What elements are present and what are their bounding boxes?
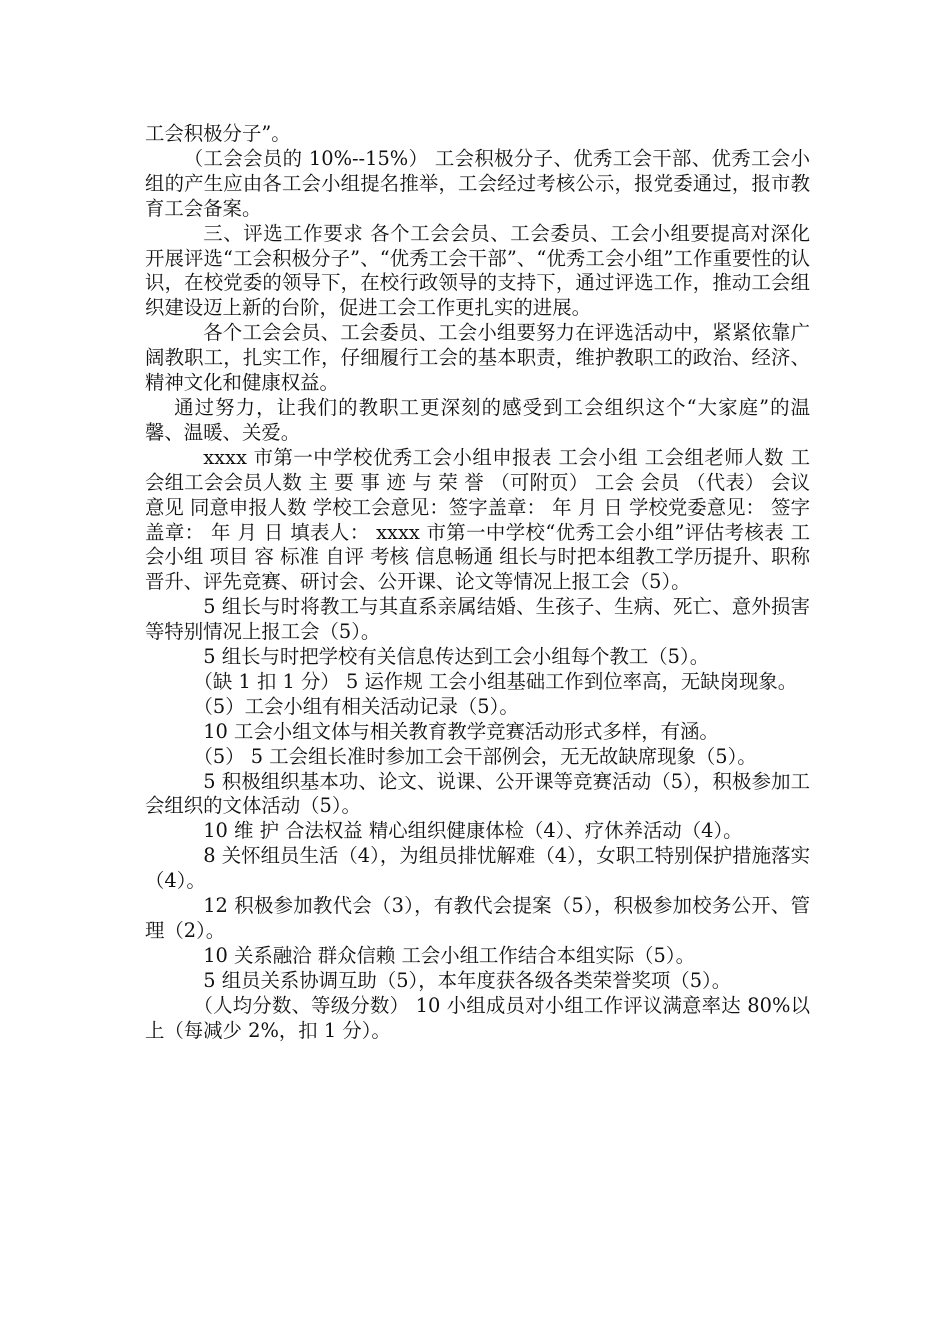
paragraph-9: （缺 1 扣 1 分） 5 运作规 工会小组基础工作到位率高，无缺岗现象。 [193, 669, 798, 693]
paragraph-8: 5 组长与时把学校有关信息传达到工会小组每个教工（5）。 [203, 645, 710, 669]
paragraph-11: 10 工会小组文体与相关教育教学竞赛活动形式多样，有涵。 [203, 719, 719, 743]
paragraph-2: （工会会员的 10%--15%） 工会积极分子、优秀工会干部、优秀工会小组的产生应由各工会小组提名推举，工会经过考核公示，报党委通过，报市教育工会备案。 [145, 146, 810, 220]
paragraph-17: 10 关系融洽 群众信赖 工会小组工作结合本组实际（5）。 [203, 943, 695, 967]
paragraph-13: 5 积极组织基本功、论文、说课、公开课等竞赛活动（5），积极参加工会组织的文体活动（5）。 [145, 769, 810, 818]
paragraph-15: 8 关怀组员生活（4），为组员排忧解难（4），女职工特别保护措施落实（4）。 [145, 844, 810, 893]
paragraph-19: （人均分数、等级分数） 10 小组成员对小组工作评议满意率达 80%以上（每减少 2%，扣 1 分）。 [145, 993, 810, 1042]
paragraph-12: （5） 5 工会组长准时参加工会干部例会，无无故缺席现象（5）。 [193, 744, 757, 768]
paragraph-5: 通过努力，让我们的教职工更深刻的感受到工会组织这个“大家庭”的温馨、温暖、关爱。 [145, 395, 810, 444]
paragraph-10: （5）工会小组有相关活动记录（5）。 [193, 694, 519, 718]
paragraph-14: 10 维 护 合法权益 精心组织健康体检（4）、疗休养活动（4）。 [203, 819, 743, 843]
paragraph-4: 各个工会会员、工会委员、工会小组要努力在评选活动中，紧紧依靠广阔教职工，扎实工作，仔细履行工会的基本职责，维护教职工的政治、经济、精神文化和健康权益。 [145, 321, 810, 395]
paragraph-18: 5 组员关系协调互助（5），本年度获各级各类荣誉奖项（5）。 [203, 968, 732, 992]
paragraph-16: 12 积极参加教代会（3），有教代会提案（5），积极参加校务公开、管理（2）。 [145, 894, 810, 942]
paragraph-1: 工会积极分子”。 [145, 122, 291, 145]
paragraph-7: 5 组长与时将教工与其直系亲属结婚、生孩子、生病、死亡、意外损害等特别情况上报工会（5）。 [145, 595, 810, 644]
document-body [145, 122, 810, 1044]
paragraph-6: xxxx 市第一中学校优秀工会小组申报表 工会小组 工会组老师人数 工会组工会会员人数 主 要 事 迹 与 荣 誉 （可附页） 工会 会员 （代表） 会议意见 同意申报人数 学校工会意见：签字盖章： 年 月 日 学校党委意见： 签字盖章： 年 月 日 填表人： xxxx 市第一中学校“优秀工会小组”评估考核表 工会小组 项目 容 标准 自评 考核 信息畅通 组长与时把本组教工学历提升、职称晋升、评先竞赛、研讨会、公开课、论文等情况上报工会（5）。 [145, 445, 810, 594]
paragraph-3: 三、评选工作要求 各个工会会员、工会委员、工会小组要提高对深化开展评选“工会积极分子”、“优秀工会干部”、“优秀工会小组”工作重要性的认识，在校党委的领导下，在校行政领导的支持下，通过评选工作，推动工会组织建设迈上新的台阶，促进工会工作更扎实的进展。 [145, 221, 810, 320]
